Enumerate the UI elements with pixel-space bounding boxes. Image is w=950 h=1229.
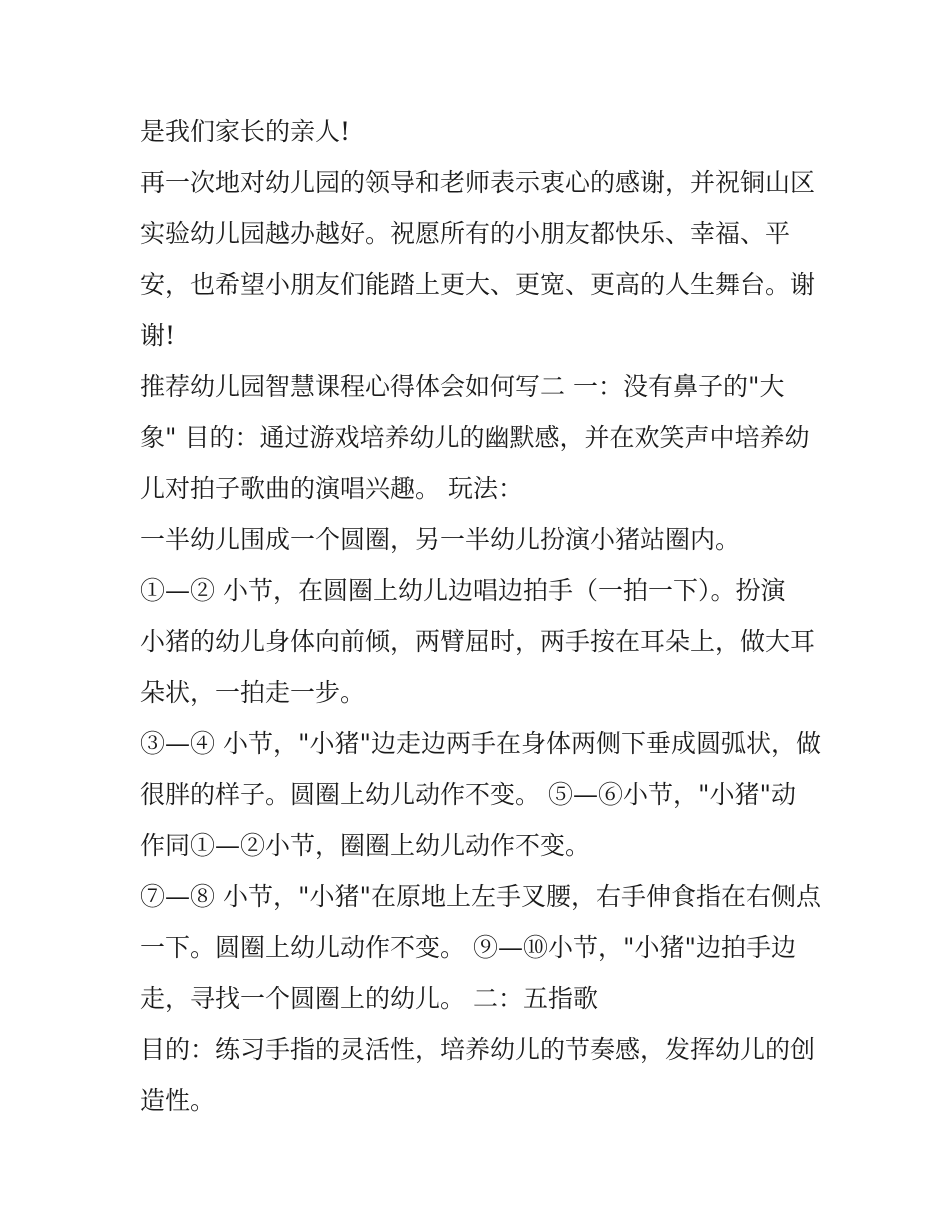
text-line: 一下。圆圈上幼儿动作不变。 ⑨—⑩小节，"小猪"边拍手边 xyxy=(140,933,796,962)
text-line: 象" 目的：通过游戏培养幼儿的幽默感，并在欢笑声中培养幼 xyxy=(140,423,810,452)
text-line: 再一次地对幼儿园的领导和老师表示衷心的感谢，并祝铜山区 xyxy=(140,168,816,197)
text-line: 儿对拍子歌曲的演唱兴趣。 玩法： xyxy=(140,474,523,503)
text-line: 推荐幼儿园智慧课程心得体会如何写二 一：没有鼻子的"大 xyxy=(140,372,785,401)
text-line: 走，寻找一个圆圈上的幼儿。 二：五指歌 xyxy=(140,984,598,1013)
text-line: 作同①—②小节，圈圈上幼儿动作不变。 xyxy=(140,831,591,860)
text-line: 实验幼儿园越办越好。祝愿所有的小朋友都快乐、幸福、平 xyxy=(140,219,791,248)
text-line: 一半幼儿围成一个圆圈，另一半幼儿扮演小猪站圈内。 xyxy=(140,525,741,554)
text-line: 造性。 xyxy=(140,1086,216,1115)
text-line: 目的：练习手指的灵活性，培养幼儿的节奏感，发挥幼儿的创 xyxy=(140,1035,816,1064)
document-body xyxy=(140,106,820,1126)
text-line: 谢! xyxy=(140,321,176,350)
text-line: 朵状，一拍走一步。 xyxy=(140,678,366,707)
text-line: 很胖的样子。圆圈上幼儿动作不变。 ⑤—⑥小节，"小猪"动 xyxy=(140,780,796,809)
text-line: 安，也希望小朋友们能踏上更大、更宽、更高的人生舞台。谢 xyxy=(140,270,816,299)
text-line: ③—④ 小节，"小猪"边走边两手在身体两侧下垂成圆弧状，做 xyxy=(140,729,821,758)
text-line: 是我们家长的亲人! xyxy=(140,117,351,146)
text-line: ①—② 小节，在圆圈上幼儿边唱边拍手（一拍一下）。扮演 xyxy=(140,576,786,605)
text-line: ⑦—⑧ 小节，"小猪"在原地上左手叉腰，右手伸食指在右侧点 xyxy=(140,882,821,911)
text-line: 小猪的幼儿身体向前倾，两臂屈时，两手按在耳朵上，做大耳 xyxy=(140,627,816,656)
